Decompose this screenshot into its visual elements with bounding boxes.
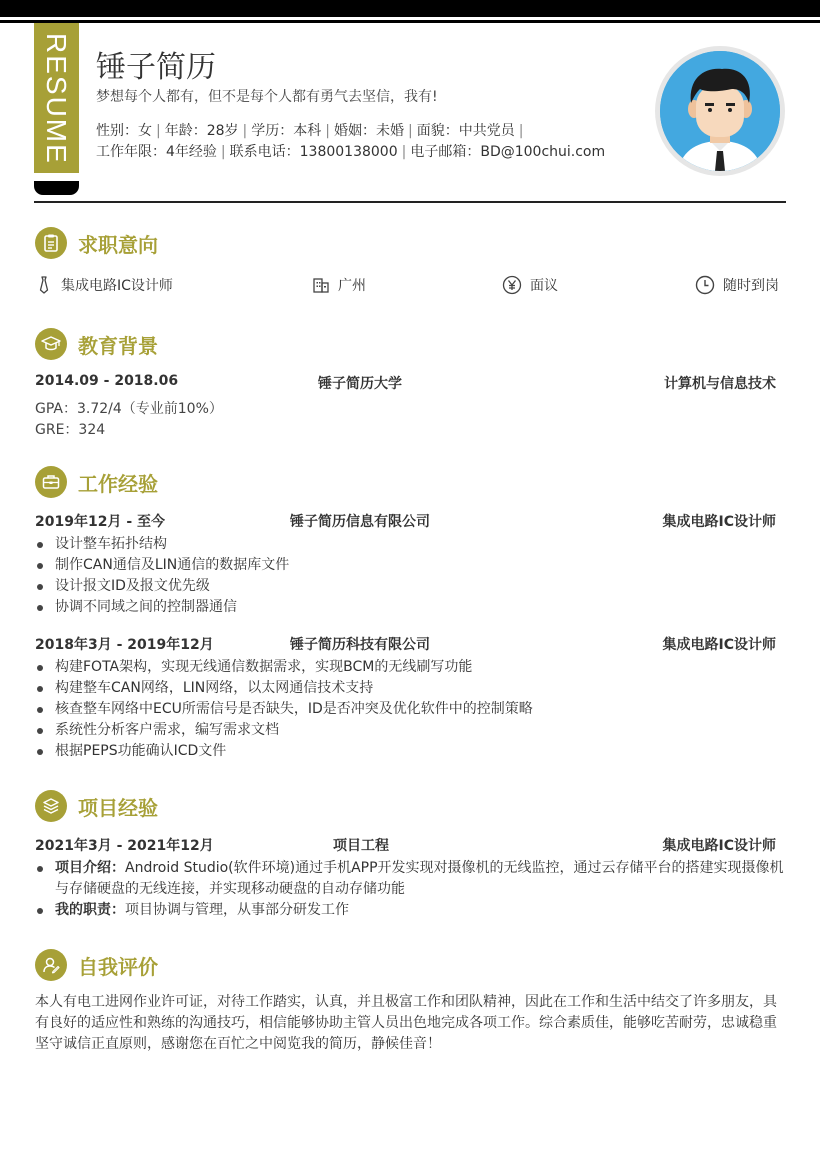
info-age: 年龄：28岁 — [164, 123, 239, 139]
list-item: 构建整车CAN网络，LIN网络，以太网通信技术支持 — [35, 678, 787, 699]
list-item: 设计报文ID及报文优先级 — [35, 576, 787, 597]
info-political: 面貌：中共党员 — [416, 123, 515, 139]
graduation-cap-icon — [35, 328, 67, 360]
intent-city — [312, 275, 366, 295]
avatar — [655, 46, 785, 176]
intent-position — [35, 275, 173, 295]
self-evaluation-text: 本人有电工进网作业许可证，对待工作踏实，认真，并且极富工作和团队精神，因此在工作和生活中结交了许多朋友，具有良好的适应性和熟练的沟通技巧，相信能够协助主管人员出色地完成各项工作。综合素质佳，能够吃苦耐劳，忠诚稳重坚守诚信正直原则，感谢您在百忙之中阅览我的简历，静候佳音！ — [35, 994, 777, 1052]
job-2-duties — [35, 657, 787, 762]
intent-position-label: 集成电路IC设计师 — [61, 278, 173, 294]
job-2-period: 2018年3月 - 2019年12月 — [35, 637, 214, 653]
job-1-duties — [35, 534, 787, 618]
list-item — [35, 900, 787, 921]
project-row — [35, 835, 776, 855]
tie-icon — [35, 276, 53, 294]
intent-availability — [695, 275, 779, 295]
clock-icon — [695, 275, 715, 295]
list-item: 协调不同域之间的控制器通信 — [35, 597, 787, 618]
job-2-company: 锤子简历科技有限公司 — [290, 637, 430, 653]
person-icon — [35, 949, 67, 981]
list-item: 制作CAN通信及LIN通信的数据库文件 — [35, 555, 787, 576]
section-project-title: 项目经验 — [78, 795, 158, 820]
intent-salary-label: 面议 — [530, 278, 558, 294]
job-1-position: 集成电路IC设计师 — [662, 514, 776, 530]
section-self-title: 自我评价 — [78, 954, 158, 979]
intent-city-label: 广州 — [338, 278, 366, 294]
info-gender: 性别：女 — [96, 123, 152, 139]
header-divider — [34, 201, 786, 203]
list-item: 系统性分析客户需求，编写需求文档 — [35, 720, 787, 741]
layers-icon — [35, 790, 67, 822]
section-project-header — [35, 789, 158, 823]
motto: 梦想每个人都有，但不是每个人都有勇气去坚信，我有! — [96, 89, 438, 105]
section-intent-header — [35, 226, 158, 260]
list-item: 构建FOTA架构，实现无线通信数据需求，实现BCM的无线刷写功能 — [35, 657, 787, 678]
project-intro-text: Android Studio(软件环境)通过手机APP开发实现对摄像机的无线监控，通过云存储平台的搭建实现摄像机与存储硬盘的无线连接，并实现移动硬盘的自动存储功能 — [55, 860, 784, 897]
intent-availability-label: 随时到岗 — [723, 278, 779, 294]
project-duty-label: 我的职责： — [55, 902, 125, 918]
project-duty-text: 项目协调与管理，从事部分研发工作 — [125, 902, 349, 918]
top-bar — [0, 0, 820, 17]
job-2-position: 集成电路IC设计师 — [662, 637, 776, 653]
project-details — [35, 858, 787, 921]
section-education-title: 教育背景 — [78, 333, 158, 358]
info-row-2: 工作年限：4年经验 | 联系电话：13800138000 | 电子邮箱：BD@100chui.com — [96, 144, 606, 160]
job-1-company: 锤子简历信息有限公司 — [290, 514, 430, 530]
education-gre: GRE：324 — [35, 422, 106, 438]
education-school: 锤子简历大学 — [318, 376, 402, 392]
candidate-name: 锤子简历 — [96, 50, 216, 85]
info-phone: 联系电话：13800138000 — [229, 144, 398, 160]
info-email[interactable]: 电子邮箱：BD@100chui.com — [410, 144, 606, 160]
job-1-period: 2019年12月 - 至今 — [35, 514, 166, 530]
top-bar-line — [0, 20, 820, 23]
list-item: 设计整车拓扑结构 — [35, 534, 787, 555]
education-row — [35, 373, 776, 393]
yen-icon — [502, 275, 522, 295]
education-major: 计算机与信息技术 — [664, 376, 776, 392]
building-icon — [312, 276, 330, 294]
section-education-header — [35, 327, 158, 361]
avatar-illustration — [660, 51, 780, 171]
info-marital: 婚姻：未婚 — [333, 123, 404, 139]
section-work-header — [35, 465, 158, 499]
education-gpa: GPA：3.72/4（专业前10%） — [35, 401, 223, 417]
section-intent-title: 求职意向 — [78, 232, 158, 257]
info-row-1: 性别：女 | 年龄：28岁 | 学历：本科 | 婚姻：未婚 | 面貌：中共党员 | — [96, 123, 524, 139]
project-intro-label: 项目介绍： — [55, 860, 125, 876]
info-education: 学历：本科 — [251, 123, 322, 139]
info-years: 工作年限：4年经验 — [96, 144, 217, 160]
section-work-title: 工作经验 — [78, 471, 158, 496]
education-period: 2014.09 - 2018.06 — [35, 373, 179, 389]
job-1-row — [35, 511, 776, 531]
briefcase-icon — [35, 466, 67, 498]
resume-tab-cap — [34, 181, 79, 195]
job-2-row — [35, 634, 776, 654]
resume-word: RESUME — [41, 33, 72, 165]
resume-tab — [34, 23, 79, 173]
list-item — [35, 858, 787, 900]
project-period: 2021年3月 - 2021年12月 — [35, 838, 214, 854]
list-item: 根据PEPS功能确认ICD文件 — [35, 741, 787, 762]
intent-salary — [502, 275, 558, 295]
section-self-header — [35, 948, 158, 982]
clipboard-icon — [35, 227, 67, 259]
list-item: 核查整车网络中ECU所需信号是否缺失，ID是否冲突及优化软件中的控制策略 — [35, 699, 787, 720]
project-role: 集成电路IC设计师 — [662, 838, 776, 854]
project-name: 项目工程 — [333, 838, 389, 854]
